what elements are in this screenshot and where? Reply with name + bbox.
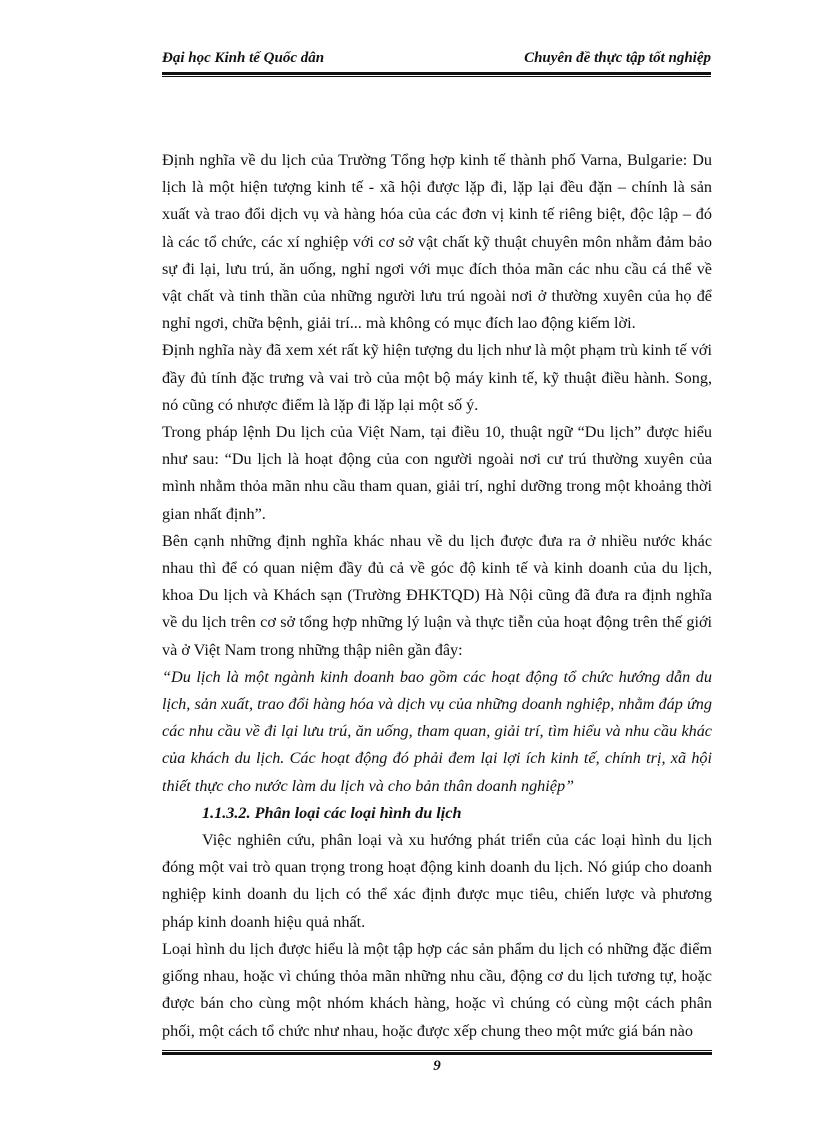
paragraph: Định nghĩa này đã xem xét rất kỹ hiện tượng du lịch như là một phạm trù kinh tế với đầy đủ tính đặc trưng và vai trò của một bộ máy kinh tế, kỹ thuật điều hành. Song, nó cũng có nhược điểm là lặp đi lặp lại một số ý. — [162, 341, 712, 414]
paragraph: Bên cạnh những định nghĩa khác nhau về du lịch được đưa ra ở nhiều nước khác nhau thì để có quan niệm đầy đủ cả về góc độ kinh tế và kinh doanh của du lịch, khoa Du lịch và Khách sạn (Trường ĐHKTQD) Hà Nội cũng đã đưa ra định nghĩa về du lịch trên cơ sở tổng hợp những lý luận và thực tiễn của hoạt động trên thế giới và ở Việt Nam trong những thập niên gần đây: — [162, 531, 712, 659]
paragraph: Việc nghiên cứu, phân loại và xu hướng phát triển của các loại hình du lịch đóng một vai trò quan trọng trong hoạt động kinh doanh du lịch. Nó giúp cho doanh nghiệp kinh doanh du lịch có thể xác định được mục tiêu, chiến lược và phương pháp kinh doanh hiệu quả nhất. — [162, 831, 712, 931]
page-header — [162, 48, 711, 72]
header-university: Đại học Kinh tế Quốc dân — [162, 50, 325, 66]
section-heading: 1.1.3.2. Phân loại các loại hình du lịch — [202, 803, 462, 822]
header-rule-thin — [162, 76, 711, 77]
definition-quote: “Du lịch là một ngành kinh doanh bao gồm các hoạt động tổ chức hướng dẫn du lịch, sản xuất, trao đổi hàng hóa và dịch vụ của những doanh nghiệp, nhằm đáp ứng các nhu cầu về đi lại lưu trú, ăn uống, tham quan, giải trí, tìm hiểu và nhu cầu khác của khách du lịch. Các hoạt động đó phải đem lại lợi ích kinh tế, chính trị, xã hội thiết thực cho nước làm du lịch và cho bản thân doanh nghiệp” — [162, 667, 712, 795]
footer-rule-thick — [162, 1052, 712, 1055]
paragraph: Trong pháp lệnh Du lịch của Việt Nam, tại điều 10, thuật ngữ “Du lịch” được hiểu như sau: “Du lịch là hoạt động của con người ngoài nơi cư trú thường xuyên của mình nhằm thỏa mãn nhu cầu tham quan, giải trí, nghỉ dưỡng trong một khoảng thời gian nhất định”. — [162, 423, 712, 523]
header-report-title: Chuyên đề thực tập tốt nghiệp — [524, 50, 711, 66]
page-body — [162, 147, 712, 1045]
header-rule-thick — [162, 72, 711, 75]
footer-rule-thin — [162, 1050, 712, 1051]
paragraph: Định nghĩa về du lịch của Trường Tổng hợp kinh tế thành phố Varna, Bulgarie: Du lịch là một hiện tượng kinh tế - xã hội được lặp đi, lặp lại đều đặn – chính là sản xuất và trao đổi dịch vụ và hàng hóa của các đơn vị kinh tế riêng biệt, độc lập – đó là các tổ chức, các xí nghiệp với cơ sở vật chất kỹ thuật chuyên môn nhằm đảm bảo sự đi lại, lưu trú, ăn uống, nghỉ ngơi với mục đích thỏa mãn các nhu cầu cá thể về vật chất và tinh thần của những người lưu trú ngoài nơi ở thường xuyên của họ để nghỉ ngơi, chữa bệnh, giải trí... mà không có mục đích lao động kiếm lời. — [162, 151, 712, 333]
paragraph: Loại hình du lịch được hiểu là một tập hợp các sản phẩm du lịch có những đặc điểm giống nhau, hoặc vì chúng thỏa mãn những nhu cầu, động cơ du lịch tương tự, hoặc được bán cho cùng một nhóm khách hàng, hoặc vì chúng có cùng một cách phân phối, một cách tổ chức như nhau, hoặc được xếp chung theo một mức giá bán nào — [162, 939, 712, 1040]
page-footer — [162, 1050, 712, 1090]
page-number: 9 — [433, 1058, 441, 1074]
